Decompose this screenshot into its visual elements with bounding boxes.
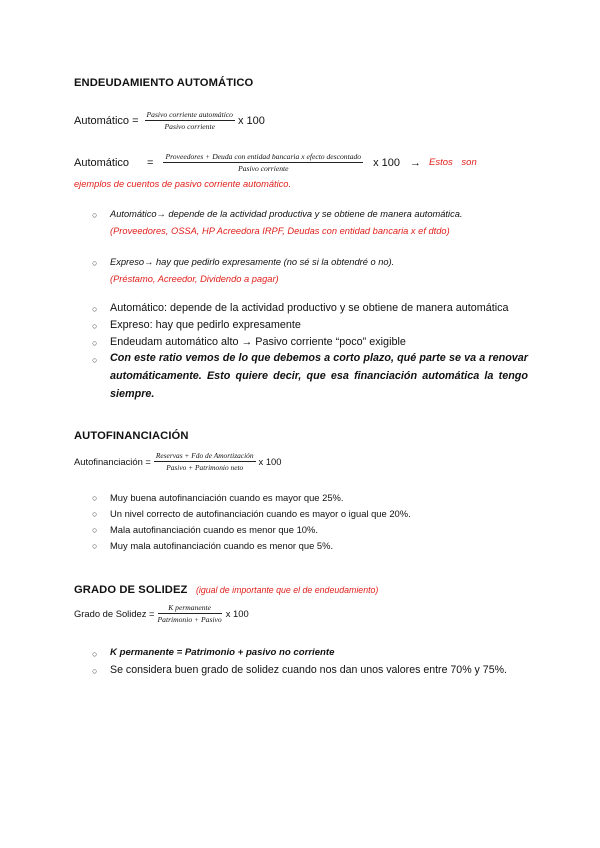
bullet-text: Expreso: hay que pedirlo expresamente xyxy=(110,319,301,331)
bullet-text: Muy buena autofinanciación cuando es mayor que 25%. xyxy=(110,492,344,503)
formula-equals: = xyxy=(147,156,154,169)
formula-multiplier: x 100 xyxy=(237,114,265,127)
bullet-icon: ○ xyxy=(92,541,98,551)
formula-fraction xyxy=(145,110,235,131)
formula-denominator: Patrimonio + Pasivo xyxy=(157,615,222,624)
formula-automatico-2 xyxy=(74,152,477,173)
section-title-solidez: GRADO DE SOLIDEZ xyxy=(74,584,188,596)
bullet-icon: ○ xyxy=(92,509,98,519)
formula-solidez xyxy=(74,603,249,624)
sub-bullet-text: Automático→ depende de la actividad productiva y se obtiene de manera automática. xyxy=(110,209,463,219)
sub-bullet-note: (Préstamo, Acreedor, Dividendo a pagar) xyxy=(110,274,279,284)
formula-note-part1: Estos son xyxy=(429,157,477,168)
bullet-text: Automático: depende de la actividad productivo y se obtiene de manera automática xyxy=(110,302,509,314)
formula-multiplier: x 100 xyxy=(258,456,282,467)
formula-label: Grado de Solidez = xyxy=(74,608,155,619)
formula-multiplier: x 100 xyxy=(373,156,401,169)
sub-bullet-note: (Proveedores, OSSA, HP Acreedora IRPF, Deudas con entidad bancaria x ef dtdo) xyxy=(110,226,450,236)
arrow: → xyxy=(410,156,422,169)
formula-multiplier: x 100 xyxy=(225,608,249,619)
formula-label: Automático xyxy=(74,156,130,169)
formula-fraction xyxy=(158,603,222,624)
emphasis-line-1: Con este ratio vemos de lo que debemos a corto plazo, qué parte se va a renovar xyxy=(110,352,528,364)
bullet-icon: ○ xyxy=(92,355,98,365)
bullet-text: Se considera buen grado de solidez cuando nos dan unos valores entre 70% y 75%. xyxy=(110,664,507,676)
bullet-icon: ○ xyxy=(92,338,98,348)
sub-bullet-text: Expreso→ hay que pedirlo expresamente (no sé si la obtendré o no). xyxy=(110,257,395,267)
formula-denominator: Pasivo corriente xyxy=(164,122,215,131)
section-title-autofinanciacion: AUTOFINANCIACIÓN xyxy=(74,430,189,442)
formula-fraction xyxy=(163,152,363,173)
section-title-endeudamiento: ENDEUDAMIENTO AUTOMÁTICO xyxy=(74,77,254,89)
bullet-text: K permanente = Patrimonio + pasivo no corriente xyxy=(110,647,335,658)
formula-label: Automático = xyxy=(74,114,139,127)
formula-automatico-1 xyxy=(74,110,265,131)
formula-numerator: Pasivo corriente automático xyxy=(146,110,233,119)
bullet-text: Muy mala autofinanciación cuando es menor que 5%. xyxy=(110,540,334,551)
section-header-solidez xyxy=(74,580,378,598)
formula-denominator: Pasivo corriente xyxy=(238,164,289,173)
bullet-text: Endeudam automático alto → Pasivo corriente “poco” exigible xyxy=(110,336,406,348)
bullet-icon: ○ xyxy=(92,304,98,314)
bullet-icon: ○ xyxy=(92,210,98,220)
emphasis-line-2: automáticamente. Esto quiere decir, que esa financiación automática la tengo xyxy=(110,370,528,382)
formula-numerator: Reservas + Fdo de Amortización xyxy=(155,451,254,460)
section-title-note: (igual de importante que el de endeudamiento) xyxy=(195,585,379,595)
bullet-text: Un nivel correcto de autofinanciación cuando es mayor o igual que 20%. xyxy=(110,508,411,519)
formula-label: Autofinanciación = xyxy=(74,456,151,467)
bullet-icon: ○ xyxy=(92,493,98,503)
bullet-icon: ○ xyxy=(92,258,98,268)
formula-note-part2: ejemplos de cuentos de pasivo corriente automático. xyxy=(74,179,292,189)
bullet-text: Mala autofinanciación cuando es menor que 10%. xyxy=(110,524,318,535)
emphasis-line-3: siempre. xyxy=(110,388,155,400)
formula-numerator: Proveedores + Deuda con entidad bancaria x efecto descontado xyxy=(165,152,362,161)
bullet-icon: ○ xyxy=(92,649,98,659)
formula-numerator: K permanente xyxy=(158,603,222,614)
bullet-icon: ○ xyxy=(92,666,98,676)
bullet-icon: ○ xyxy=(92,525,98,535)
bullet-icon: ○ xyxy=(92,321,98,331)
formula-denominator: Pasivo + Patrimonio neto xyxy=(166,463,244,472)
formula-fraction xyxy=(154,451,256,472)
formula-autofinanciacion xyxy=(74,451,281,472)
